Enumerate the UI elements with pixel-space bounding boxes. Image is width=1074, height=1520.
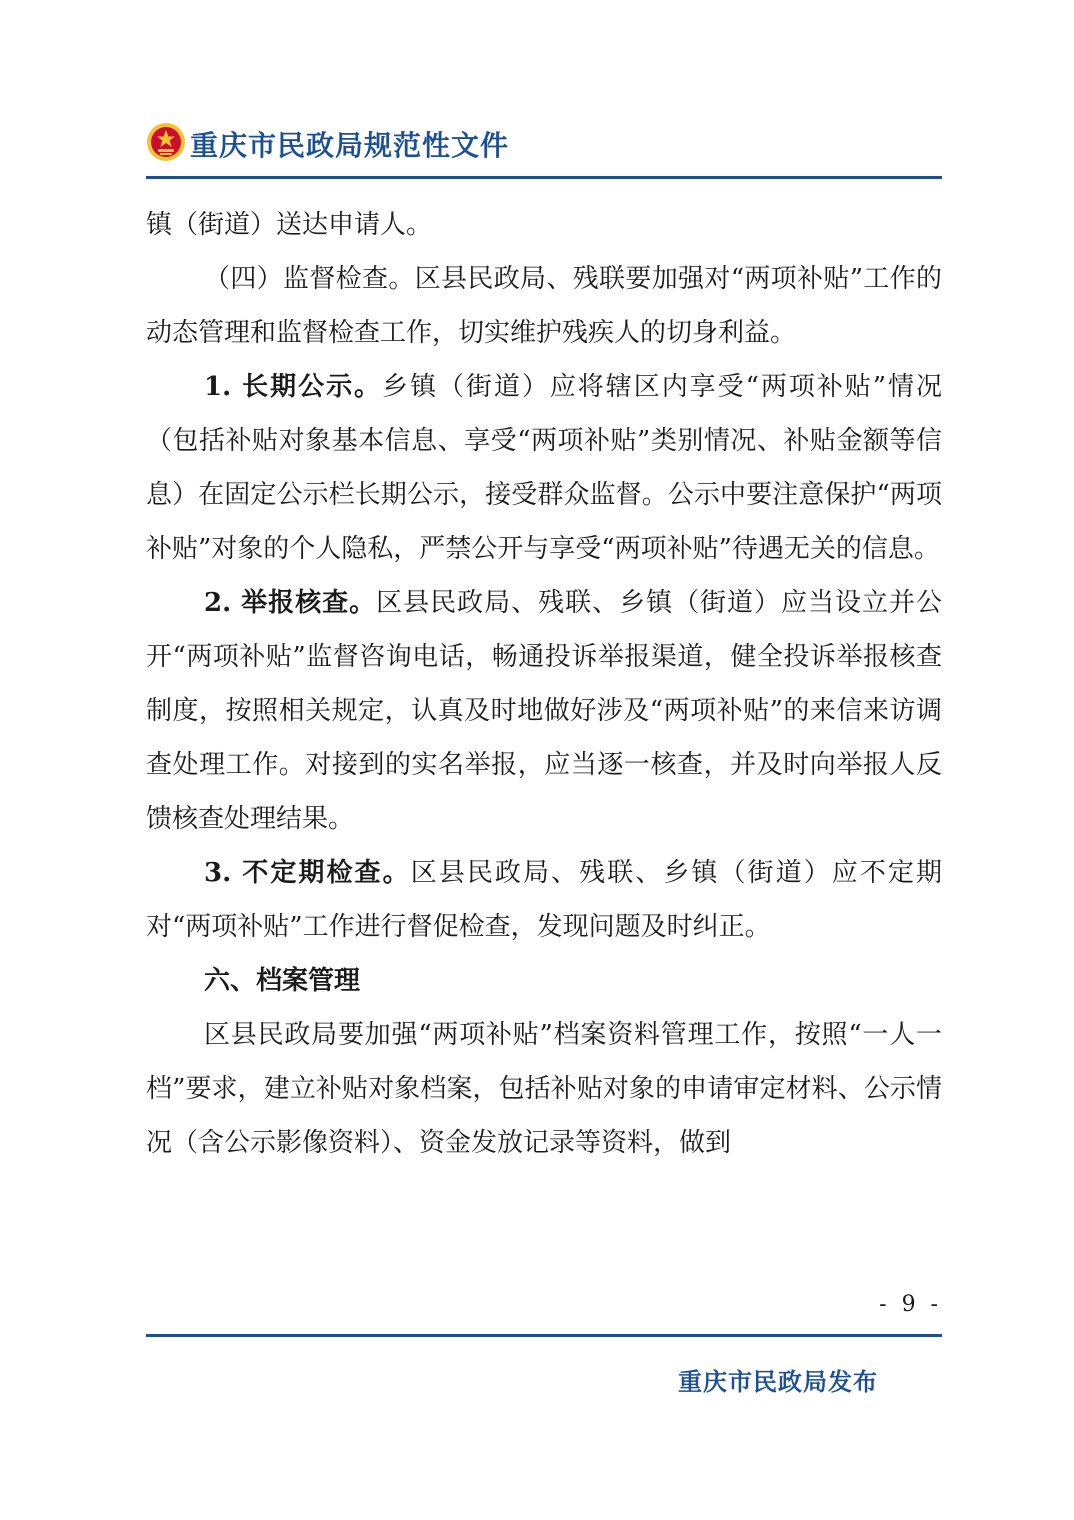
paragraph-report-verification — [146, 576, 942, 846]
item-heading: 3. 不定期检查。 — [204, 858, 411, 888]
item-text: 区县民政局、残联、乡镇（街道）应不定期对“两项补贴”工作进行督促检查，发现问题及时纠正。 — [146, 858, 942, 942]
paragraph-continuation: 镇（街道）送达申请人。 — [146, 210, 433, 240]
paragraph-irregular-inspection — [146, 846, 942, 954]
item-heading: 2. 举报核查。 — [204, 588, 377, 618]
header-divider — [146, 176, 942, 179]
document-body — [146, 198, 942, 1170]
item-text: 区县民政局、残联、乡镇（街道）应当设立并公开“两项补贴”监督咨询电话，畅通投诉举报渠道，健全投诉举报核查制度，按照相关规定，认真及时地做好涉及“两项补贴”的来信来访调查处理工作。对接到的实名举报，应当逐一核查，并及时向举报人反馈核查处理结果。 — [146, 588, 942, 834]
document-header — [146, 120, 942, 180]
national-emblem-icon — [146, 122, 186, 162]
item-heading: 1. 长期公示。 — [204, 372, 383, 402]
paragraph-archives: 区县民政局要加强“两项补贴”档案资料管理工作，按照“一人一档”要求，建立补贴对象档案，包括补贴对象的申请审定材料、公示情况（含公示影像资料）、资金发放记录等资料，做到 — [146, 1020, 942, 1158]
section-heading-archives: 六、档案管理 — [204, 966, 361, 996]
header-title: 重庆市民政局规范性文件 — [190, 129, 510, 162]
paragraph-long-term-notice — [146, 360, 942, 576]
item-text: 乡镇（街道）应将辖区内享受“两项补贴”情况（包括补贴对象基本信息、享受“两项补贴”类别情况、补贴金额等信息）在固定公示栏长期公示，接受群众监督。公示中要注意保护“两项补贴”对象的个人隐私，严禁公开与享受“两项补贴”待遇无关的信息。 — [146, 372, 942, 564]
page-number: - 9 - — [879, 1292, 942, 1317]
paragraph-supervision: （四）监督检查。区县民政局、残联要加强对“两项补贴”工作的动态管理和监督检查工作，切实维护残疾人的切身利益。 — [146, 264, 942, 348]
footer-divider — [146, 1334, 942, 1337]
footer-publisher: 重庆市民政局发布 — [678, 1368, 878, 1396]
